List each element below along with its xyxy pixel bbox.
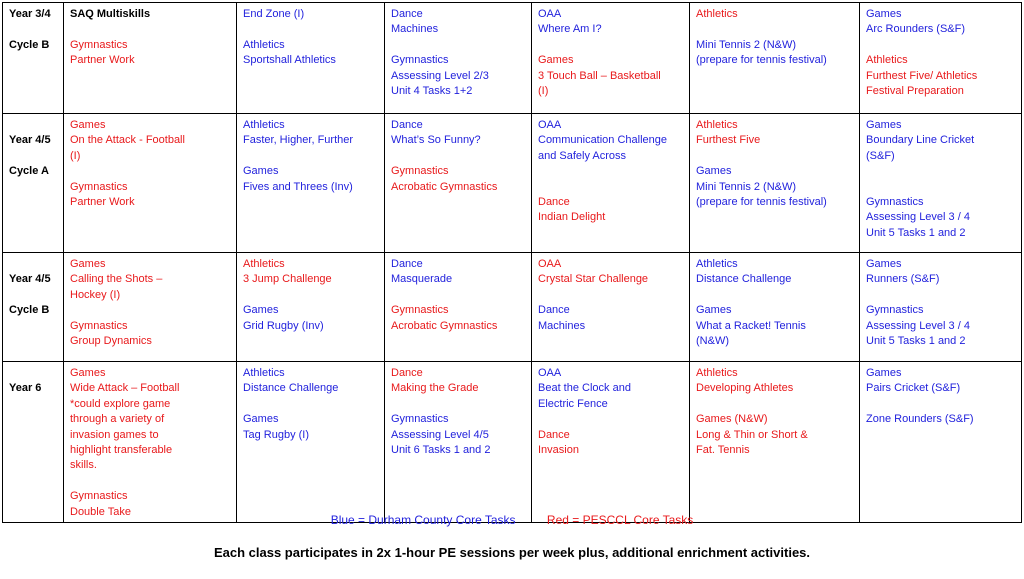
cell-line: Assessing Level 4/5 bbox=[391, 428, 489, 441]
cell-line: Hockey (I) bbox=[70, 288, 121, 301]
cell-line: Fat. Tennis bbox=[696, 444, 750, 457]
cell-line: Dance bbox=[391, 367, 423, 379]
cell-line: (prepare for tennis festival) bbox=[696, 196, 827, 209]
cell-line: Gymnastics bbox=[866, 196, 924, 208]
table-cell bbox=[385, 3, 532, 114]
table-cell bbox=[237, 362, 385, 523]
cell-line: Games bbox=[696, 304, 732, 317]
cell-line: Beat the Clock and bbox=[538, 382, 631, 395]
cell-line: SAQ Multiskills bbox=[70, 8, 151, 20]
cell-line bbox=[866, 38, 1015, 53]
cell-line: Electric Fence bbox=[538, 397, 608, 410]
cell-line: Athletics bbox=[696, 119, 738, 131]
cell-line: skills. bbox=[70, 459, 97, 472]
row-label bbox=[3, 114, 64, 253]
cell-line: Gymnastics bbox=[391, 413, 449, 426]
cell-line: highlight transferable bbox=[70, 444, 173, 457]
cell-line: Unit 5 Tasks 1 and 2 bbox=[866, 226, 966, 239]
cell-line: Games bbox=[243, 165, 279, 178]
row-label-line bbox=[9, 257, 57, 272]
cell-line: What’s So Funny? bbox=[391, 134, 481, 147]
cell-line: Double Take bbox=[70, 505, 131, 518]
legend-pesccl: Red = PESCCL Core Tasks bbox=[546, 513, 694, 527]
row-label-line bbox=[9, 118, 57, 133]
table-cell bbox=[64, 362, 237, 523]
row-label-line bbox=[9, 366, 57, 381]
cell-line: Games (N&W) bbox=[696, 413, 768, 426]
cell-line: Games bbox=[866, 119, 902, 131]
cell-line bbox=[866, 288, 1015, 303]
cell-line: invasion games to bbox=[70, 428, 159, 441]
cell-line: Acrobatic Gymnastics bbox=[391, 180, 498, 193]
cell-line: OAA bbox=[538, 8, 562, 20]
row-label-line: Year 3/4 bbox=[9, 8, 51, 20]
row-label bbox=[3, 253, 64, 362]
cell-line: Indian Delight bbox=[538, 211, 606, 224]
table-cell bbox=[64, 3, 237, 114]
cell-line bbox=[243, 22, 378, 37]
table-cell bbox=[690, 114, 860, 253]
cell-line: Gymnastics bbox=[70, 319, 128, 332]
cell-line: Long & Thin or Short & bbox=[696, 428, 808, 441]
cell-line: End Zone (I) bbox=[243, 8, 305, 20]
cell-line: (I) bbox=[538, 85, 549, 98]
cell-line bbox=[538, 164, 683, 179]
cell-line: Invasion bbox=[538, 444, 579, 457]
cell-line bbox=[243, 149, 378, 164]
row-label-line bbox=[9, 288, 57, 303]
row-label-line: Year 4/5 bbox=[9, 134, 51, 147]
cell-line: Unit 4 Tasks 1+2 bbox=[391, 85, 473, 98]
cell-line: Assessing Level 3 / 4 bbox=[866, 319, 970, 332]
table-cell bbox=[237, 3, 385, 114]
cell-line: Group Dynamics bbox=[70, 335, 152, 348]
pe-curriculum-table bbox=[2, 2, 1022, 523]
cell-line: Crystal Star Challenge bbox=[538, 273, 649, 286]
cell-line: OAA bbox=[538, 367, 562, 379]
cell-line: Unit 5 Tasks 1 and 2 bbox=[866, 335, 966, 348]
cell-line: Festival Preparation bbox=[866, 85, 964, 98]
cell-line: Games bbox=[70, 367, 106, 379]
cell-line bbox=[696, 22, 853, 37]
cell-line: What a Racket! Tennis bbox=[696, 319, 806, 332]
row-label-line bbox=[9, 149, 57, 164]
cell-line bbox=[538, 180, 683, 195]
cell-line: Athletics bbox=[243, 258, 285, 270]
cell-line: Assessing Level 3 / 4 bbox=[866, 211, 970, 224]
cell-line bbox=[391, 288, 525, 303]
cell-line: Developing Athletes bbox=[696, 382, 794, 395]
cell-line: Dance bbox=[391, 119, 423, 131]
cell-line: Gymnastics bbox=[391, 54, 449, 67]
footer-note: Each class participates in 2x 1-hour PE sessions per week plus, additional enrichment activities. bbox=[213, 545, 811, 560]
cell-line: Athletics bbox=[243, 38, 285, 51]
cell-line bbox=[243, 288, 378, 303]
cell-line: Partner Work bbox=[70, 196, 135, 209]
table-cell bbox=[64, 114, 237, 253]
table-cell bbox=[690, 3, 860, 114]
cell-line bbox=[538, 288, 683, 303]
cell-line: Athletics bbox=[696, 367, 738, 379]
cell-line: OAA bbox=[538, 258, 562, 270]
cell-line bbox=[70, 303, 230, 318]
table-row bbox=[3, 362, 1022, 523]
cell-line: Partner Work bbox=[70, 54, 135, 67]
cell-line: Gymnastics bbox=[70, 38, 128, 51]
cell-line: Athletics bbox=[696, 8, 738, 20]
table-cell bbox=[690, 362, 860, 523]
cell-line: Mini Tennis 2 (N&W) bbox=[696, 180, 797, 193]
cell-line: Machines bbox=[391, 23, 439, 36]
cell-line bbox=[696, 288, 853, 303]
cell-line: Dance bbox=[538, 196, 570, 208]
table-row bbox=[3, 253, 1022, 362]
table-row bbox=[3, 3, 1022, 114]
cell-line: Dance bbox=[391, 8, 423, 20]
cell-line: 3 Touch Ball – Basketball bbox=[538, 69, 661, 82]
table-cell bbox=[64, 253, 237, 362]
cell-line: Games bbox=[243, 413, 279, 426]
cell-line: Unit 6 Tasks 1 and 2 bbox=[391, 444, 491, 457]
cell-line: Games bbox=[243, 304, 279, 317]
cell-line: Dance bbox=[538, 428, 570, 441]
cell-line bbox=[70, 474, 230, 489]
row-label-line: Cycle B bbox=[9, 38, 50, 51]
cell-line: Games bbox=[538, 54, 574, 67]
table-row bbox=[3, 114, 1022, 253]
table-cell bbox=[237, 253, 385, 362]
cell-line: Gymnastics bbox=[866, 304, 924, 317]
cell-line: (prepare for tennis festival) bbox=[696, 54, 827, 67]
table-cell bbox=[532, 114, 690, 253]
cell-line: Faster, Higher, Further bbox=[243, 134, 354, 147]
cell-line: Runners (S&F) bbox=[866, 273, 940, 286]
colour-legend bbox=[0, 513, 1024, 527]
row-label-line bbox=[9, 22, 57, 37]
cell-line: OAA bbox=[538, 119, 562, 131]
row-label bbox=[3, 362, 64, 523]
cell-line: Athletics bbox=[696, 258, 738, 270]
cell-line: Dance bbox=[538, 304, 570, 317]
cell-line: Zone Rounders (S&F) bbox=[866, 413, 974, 426]
cell-line: Assessing Level 2/3 bbox=[391, 69, 489, 82]
cell-line: Furthest Five/ Athletics bbox=[866, 69, 978, 82]
table-cell bbox=[385, 362, 532, 523]
table-cell bbox=[860, 3, 1022, 114]
table-cell bbox=[532, 253, 690, 362]
cell-line: through a variety of bbox=[70, 413, 165, 426]
cell-line: (N&W) bbox=[696, 335, 729, 348]
cell-line: Boundary Line Cricket bbox=[866, 134, 975, 147]
cell-line: Communication Challenge bbox=[538, 134, 668, 147]
cell-line: Sportshall Athletics bbox=[243, 54, 336, 67]
cell-line: Fives and Threes (Inv) bbox=[243, 180, 353, 193]
table-cell bbox=[237, 114, 385, 253]
cell-line: Athletics bbox=[243, 367, 285, 379]
cell-line bbox=[538, 38, 683, 53]
table-cell bbox=[860, 362, 1022, 523]
cell-line: Games bbox=[866, 367, 902, 379]
cell-line: Machines bbox=[538, 319, 586, 332]
cell-line: Furthest Five bbox=[696, 134, 761, 147]
table-cell bbox=[860, 114, 1022, 253]
cell-line: Gymnastics bbox=[70, 490, 128, 503]
cell-line: Gymnastics bbox=[391, 304, 449, 317]
cell-line: On the Attack - Football bbox=[70, 134, 185, 147]
cell-line: Games bbox=[70, 258, 106, 270]
cell-line bbox=[70, 22, 230, 37]
cell-line bbox=[391, 149, 525, 164]
cell-line: (I) bbox=[70, 149, 81, 162]
cell-line bbox=[696, 397, 853, 412]
cell-line bbox=[866, 397, 1015, 412]
cell-line: Gymnastics bbox=[70, 180, 128, 193]
cell-line: 3 Jump Challenge bbox=[243, 273, 332, 286]
cell-line: Where Am I? bbox=[538, 23, 602, 36]
cell-line: Gymnastics bbox=[391, 165, 449, 178]
cell-line bbox=[391, 397, 525, 412]
table-cell bbox=[385, 114, 532, 253]
cell-line bbox=[696, 149, 853, 164]
table-cell bbox=[385, 253, 532, 362]
row-label-line: Year 6 bbox=[9, 382, 42, 395]
cell-line: Games bbox=[866, 8, 902, 20]
cell-line: Arc Rounders (S&F) bbox=[866, 23, 966, 36]
row-label-line: Cycle A bbox=[9, 165, 49, 178]
cell-line: *could explore game bbox=[70, 397, 171, 410]
row-label-line: Year 4/5 bbox=[9, 273, 51, 286]
cell-line: Dance bbox=[391, 258, 423, 270]
table-cell bbox=[532, 3, 690, 114]
cell-line: Distance Challenge bbox=[243, 382, 339, 395]
cell-line: Masquerade bbox=[391, 273, 453, 286]
cell-line: Games bbox=[696, 165, 732, 178]
cell-line: Tag Rugby (I) bbox=[243, 428, 310, 441]
cell-line: Mini Tennis 2 (N&W) bbox=[696, 38, 797, 51]
cell-line: (S&F) bbox=[866, 149, 895, 162]
cell-line: Calling the Shots – bbox=[70, 273, 163, 286]
cell-line bbox=[70, 164, 230, 179]
cell-line: Games bbox=[866, 258, 902, 270]
table-cell bbox=[532, 362, 690, 523]
cell-line: Wide Attack – Football bbox=[70, 382, 180, 395]
table-cell bbox=[860, 253, 1022, 362]
cell-line bbox=[538, 412, 683, 427]
cell-line bbox=[243, 397, 378, 412]
cell-line: and Safely Across bbox=[538, 149, 627, 162]
cell-line: Athletics bbox=[866, 54, 908, 67]
cell-line: Making the Grade bbox=[391, 382, 479, 395]
row-label bbox=[3, 3, 64, 114]
cell-line bbox=[866, 180, 1015, 195]
cell-line: Distance Challenge bbox=[696, 273, 792, 286]
cell-line: Games bbox=[70, 119, 106, 131]
cell-line: Acrobatic Gymnastics bbox=[391, 319, 498, 332]
cell-line: Athletics bbox=[243, 119, 285, 131]
cell-line: Grid Rugby (Inv) bbox=[243, 319, 324, 332]
table-cell bbox=[690, 253, 860, 362]
cell-line: Pairs Cricket (S&F) bbox=[866, 382, 961, 395]
cell-line bbox=[866, 164, 1015, 179]
row-label-line: Cycle B bbox=[9, 304, 50, 317]
legend-durham: Blue = Durham County Core Tasks bbox=[330, 513, 516, 527]
cell-line bbox=[391, 38, 525, 53]
